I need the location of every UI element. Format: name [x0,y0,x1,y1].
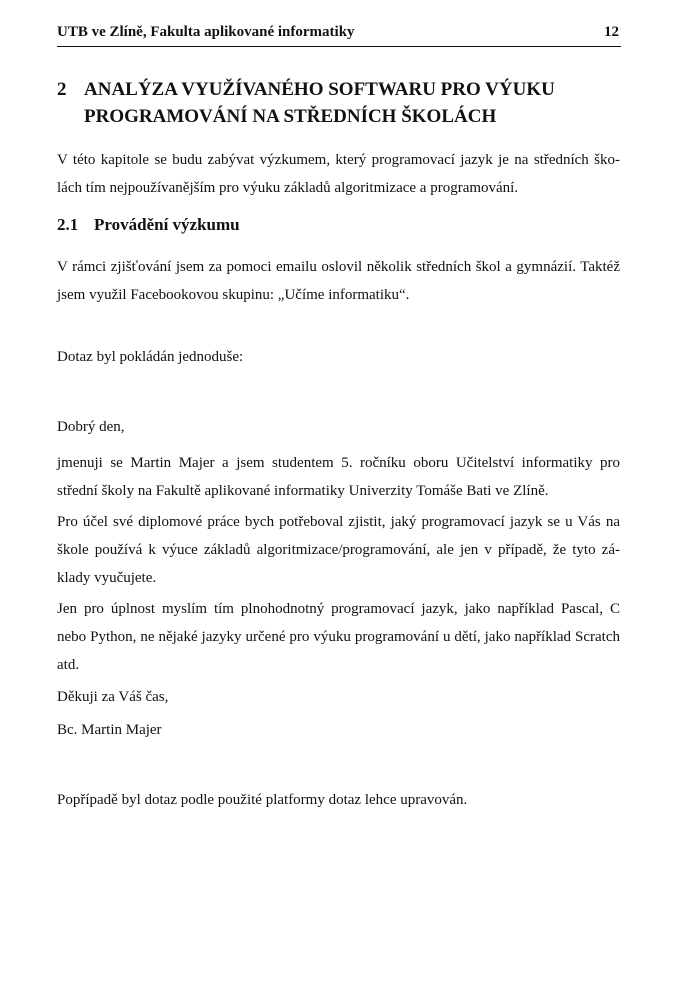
letter-p3-line-3: atd. [57,657,80,673]
closing-paragraph: Popřípadě byl dotaz podle použité platformy dotaz lehce upravován. [57,792,468,808]
letter-p2-line-1: Pro účel své diplomové práce bych potřeboval zjistit, jaký programovací jazyk se u Vás na [57,514,620,530]
letter-p3-line-1: Jen pro úplnost myslím tím plnohodnotný programovací jazyk, jako například Pascal, C [57,601,620,617]
section-title: Provádění výzkumu [94,215,240,234]
letter-p2-line-2: škole používá k výuce základů algoritmizace/programování, ale jen v případě, že tyto zá- [57,542,620,558]
intro-line-1: V této kapitole se budu zabývat výzkumem, který programovací jazyk je na středních ško- [57,152,620,168]
research-paragraph [57,253,620,309]
chapter-title [84,76,621,130]
letter-p2-line-3: klady vyučujete. [57,570,157,586]
intro-paragraph [57,146,620,202]
chapter-heading [57,76,621,130]
letter-greeting: Dobrý den, [57,419,125,435]
section-heading [57,213,240,237]
section-number: 2.1 [57,215,79,234]
letter-thanks: Děkuji za Váš čas, [57,689,169,705]
chapter-title-line-2: PROGRAMOVÁNÍ NA STŘEDNÍCH ŠKOLÁCH [84,106,497,127]
letter-signature: Bc. Martin Majer [57,722,162,738]
intro-line-2: lách tím nejpoužívanějším pro výuku základů algoritmizace a programování. [57,180,519,196]
research-line-1: V rámci zjišťování jsem za pomoci emailu oslovil několik středních škol a gymnázií. Taktéž [57,259,620,275]
query-intro: Dotaz byl pokládán jednoduše: [57,349,244,365]
chapter-title-line-1: ANALÝZA VYUŽÍVANÉHO SOFTWARU PRO VÝUKU [84,79,555,100]
letter-p3-line-2: nebo Python, ne nějaké jazyky určené pro výuku programování u dětí, jako například Scratch [57,629,620,645]
research-line-2: jsem využil Facebookovou skupinu: „Učíme informatiku“. [57,287,410,303]
letter-p1-line-1: jmenuji se Martin Majer a jsem studentem 5. ročníku oboru Učitelství informatiky pro [57,455,620,471]
chapter-number: 2 [57,79,67,100]
page-header [57,24,621,47]
letter-paragraph-1 [57,449,620,505]
letter-paragraph-2 [57,508,620,592]
letter-p1-line-2: střední školy na Fakultě aplikované informatiky Univerzity Tomáše Bati ve Zlíně. [57,483,549,499]
page-number: 12 [604,24,619,40]
header-title: UTB ve Zlíně, Fakulta aplikované informatiky [57,24,355,40]
letter-paragraph-3 [57,595,620,679]
